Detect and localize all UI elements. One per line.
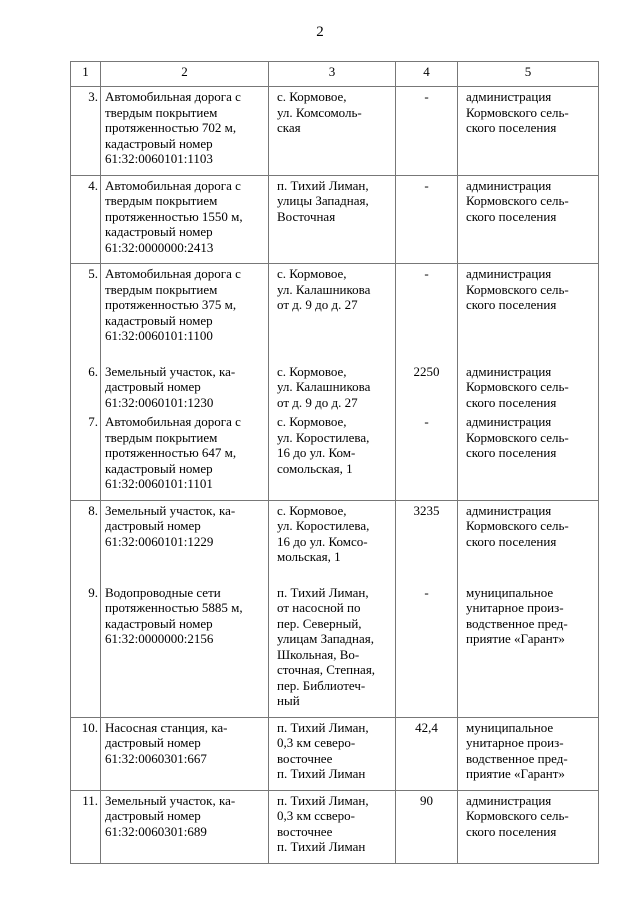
cell-line: администрация (466, 414, 552, 429)
cell-line: ского поселения (466, 533, 557, 549)
object-description-cell (101, 583, 269, 718)
cell-line: с. Кормовое, (277, 89, 347, 104)
cell-line: ул. Калашникова (277, 379, 371, 394)
object-description-cell (101, 717, 269, 790)
row-number-cell: 4. (71, 175, 101, 264)
row-number-cell: 9. (71, 583, 101, 718)
area-cell: 90 (396, 790, 458, 863)
property-registry-table (70, 61, 599, 864)
table-row (71, 175, 599, 264)
owner-cell (458, 717, 599, 790)
object-description-cell (101, 264, 269, 362)
cell-line: водственное пред- (466, 750, 568, 766)
owner-cell (458, 412, 599, 500)
cell-line: Кормовского сель- (466, 429, 569, 445)
area-cell: 3235 (396, 500, 458, 583)
table-row (71, 790, 599, 863)
object-description-cell (101, 362, 269, 413)
cell-line: Земельный участок, ка- (105, 502, 236, 518)
column-header: 5 (458, 62, 599, 87)
cell-line: кадастровый номер (105, 460, 213, 476)
row-number-cell: 11. (71, 790, 101, 863)
cell-line: Автомобильная дорога с (105, 89, 241, 104)
location-cell (269, 175, 396, 264)
cell-line: улицы Западная, (277, 193, 369, 208)
cell-line: приятие «Гарант» (466, 631, 565, 646)
cell-line: улицам Западная, (277, 631, 374, 646)
table-row (71, 87, 599, 176)
cell-line: п. Тихий Лиман, (277, 584, 369, 600)
cell-line: дастровый номер (105, 518, 201, 533)
cell-line: ского поселения (466, 823, 557, 839)
row-number-cell: 7. (71, 412, 101, 500)
cell-line: Кормовского сель- (466, 518, 569, 533)
column-header: 3 (269, 62, 396, 87)
object-description-cell (101, 87, 269, 176)
cell-line: ского поселения (466, 208, 557, 224)
cell-line: администрация (466, 363, 552, 379)
row-number-cell: 8. (71, 500, 101, 583)
cell-line: Автомобильная дорога с (105, 414, 241, 429)
cell-line: Кормовского сель- (466, 379, 569, 394)
cell-line: с. Кормовое, (277, 502, 347, 518)
cell-line: Земельный участок, ка- (105, 792, 236, 808)
cell-line: твердым покрытием (105, 104, 218, 120)
cell-line: от насосной по (277, 600, 361, 615)
cell-line: твердым покрытием (105, 193, 218, 208)
cell-line: протяженностью 702 м, (105, 120, 237, 135)
cell-line: с. Кормовое, (277, 363, 347, 379)
cell-line: ского поселения (466, 297, 557, 312)
cell-line: муниципальное (466, 584, 554, 600)
location-cell (269, 264, 396, 362)
cell-line: муниципальное (466, 719, 554, 735)
cell-line: ского поселения (466, 394, 557, 410)
cell-line: 61:32:0000000:2413 (105, 239, 214, 255)
location-cell (269, 583, 396, 718)
column-header: 2 (101, 62, 269, 87)
table-row (71, 583, 599, 718)
owner-cell (458, 583, 599, 718)
cell-line: ского поселения (466, 445, 557, 460)
owner-cell (458, 264, 599, 362)
object-description-cell (101, 412, 269, 500)
page-number: 2 (316, 24, 324, 40)
cell-line: дастровый номер (105, 808, 201, 823)
cell-line: ный (277, 693, 300, 708)
cell-line: Восточная (277, 208, 336, 224)
cell-line: п. Тихий Лиман, (277, 719, 369, 735)
object-description-cell (101, 175, 269, 264)
cell-line: ул. Калашникова (277, 281, 371, 297)
table-row (71, 412, 599, 500)
cell-line: 0,3 км северо- (277, 735, 356, 750)
location-cell (269, 87, 396, 176)
column-header: 1 (71, 62, 101, 87)
cell-line: п. Тихий Лиман (277, 766, 366, 781)
cell-line: 61:32:0000000:2156 (105, 631, 214, 646)
location-cell (269, 500, 396, 583)
owner-cell (458, 500, 599, 583)
cell-line: Кормовского сель- (466, 193, 569, 208)
owner-cell (458, 175, 599, 264)
cell-line: Школьная, Во- (277, 646, 360, 662)
cell-line: унитарное произ- (466, 735, 564, 750)
cell-line: Земельный участок, ка- (105, 363, 236, 379)
area-cell: 2250 (396, 362, 458, 413)
cell-line: Насосная станция, ка- (105, 719, 228, 735)
cell-line: пер. Северный, (277, 615, 362, 631)
cell-line: кадастровый номер (105, 312, 213, 328)
cell-line: кадастровый номер (105, 224, 213, 239)
table-row (71, 264, 599, 362)
cell-line: дастровый номер (105, 379, 201, 394)
cell-line: Кормовского сель- (466, 808, 569, 823)
cell-line: администрация (466, 177, 552, 193)
location-cell (269, 412, 396, 500)
cell-line: администрация (466, 502, 552, 518)
cell-line: 16 до ул. Комсо- (277, 533, 368, 549)
cell-line: 61:32:0060101:1230 (105, 394, 214, 410)
cell-line: администрация (466, 266, 552, 281)
cell-line: с. Кормовое, (277, 266, 347, 281)
cell-line: протяженностью 375 м, (105, 297, 237, 312)
cell-line: ул. Коростилева, (277, 518, 370, 533)
cell-line: Автомобильная дорога с (105, 177, 241, 193)
cell-line: 61:32:0060101:1101 (105, 476, 213, 491)
owner-cell (458, 362, 599, 413)
cell-line: приятие «Гарант» (466, 766, 565, 781)
row-number-cell: 3. (71, 87, 101, 176)
cell-line: твердым покрытием (105, 429, 218, 445)
cell-line: Кормовского сель- (466, 104, 569, 120)
cell-line: от д. 9 до д. 27 (277, 297, 358, 312)
area-cell: - (396, 175, 458, 264)
area-cell: - (396, 264, 458, 362)
table-row (71, 500, 599, 583)
area-cell: - (396, 412, 458, 500)
cell-line: п. Тихий Лиман (277, 839, 366, 854)
cell-line: 0,3 км ссверо- (277, 808, 355, 823)
table-row (71, 717, 599, 790)
cell-line: 61:32:0060301:667 (105, 750, 207, 766)
owner-cell (458, 790, 599, 863)
cell-line: администрация (466, 89, 552, 104)
cell-line: Водопроводные сети (105, 584, 221, 600)
cell-line: ул. Коростилева, (277, 429, 370, 445)
cell-line: протяженностью 647 м, (105, 445, 237, 460)
cell-line: ского поселения (466, 120, 557, 135)
row-number-cell: 10. (71, 717, 101, 790)
cell-line: восточнее (277, 823, 333, 839)
cell-line: 61:32:0060101:1103 (105, 151, 213, 166)
cell-line: дастровый номер (105, 735, 201, 750)
object-description-cell (101, 500, 269, 583)
table-row (71, 362, 599, 413)
cell-line: протяженностью 5885 м, (105, 600, 243, 615)
cell-line: Автомобильная дорога с (105, 266, 241, 281)
cell-line: протяженностью 1550 м, (105, 208, 243, 224)
cell-line: 61:32:0060101:1229 (105, 533, 214, 549)
cell-line: мольская, 1 (277, 549, 341, 564)
cell-line: ул. Комсомоль- (277, 104, 362, 120)
area-cell: - (396, 583, 458, 718)
cell-line: п. Тихий Лиман, (277, 792, 369, 808)
location-cell (269, 790, 396, 863)
row-number-cell: 6. (71, 362, 101, 413)
cell-line: кадастровый номер (105, 615, 213, 631)
cell-line: сомольская, 1 (277, 460, 353, 476)
cell-line: твердым покрытием (105, 281, 218, 297)
area-cell: - (396, 87, 458, 176)
column-header: 4 (396, 62, 458, 87)
cell-line: восточнее (277, 750, 333, 766)
object-description-cell (101, 790, 269, 863)
cell-line: водственное пред- (466, 615, 568, 631)
cell-line: унитарное произ- (466, 600, 564, 615)
cell-line: Кормовского сель- (466, 281, 569, 297)
location-cell (269, 362, 396, 413)
cell-line: кадастровый номер (105, 135, 213, 151)
location-cell (269, 717, 396, 790)
area-cell: 42,4 (396, 717, 458, 790)
cell-line: сточная, Степная, (277, 662, 376, 677)
cell-line: администрация (466, 792, 552, 808)
cell-line: с. Кормовое, (277, 414, 347, 429)
cell-line: 61:32:0060301:689 (105, 823, 207, 839)
cell-line: от д. 9 до д. 27 (277, 394, 358, 410)
cell-line: пер. Библиотеч- (277, 677, 366, 693)
owner-cell (458, 87, 599, 176)
cell-line: 16 до ул. Ком- (277, 445, 356, 460)
header-row (71, 62, 599, 87)
cell-line: п. Тихий Лиман, (277, 177, 369, 193)
cell-line: ская (277, 120, 301, 135)
row-number-cell: 5. (71, 264, 101, 362)
cell-line: 61:32:0060101:1100 (105, 328, 213, 343)
